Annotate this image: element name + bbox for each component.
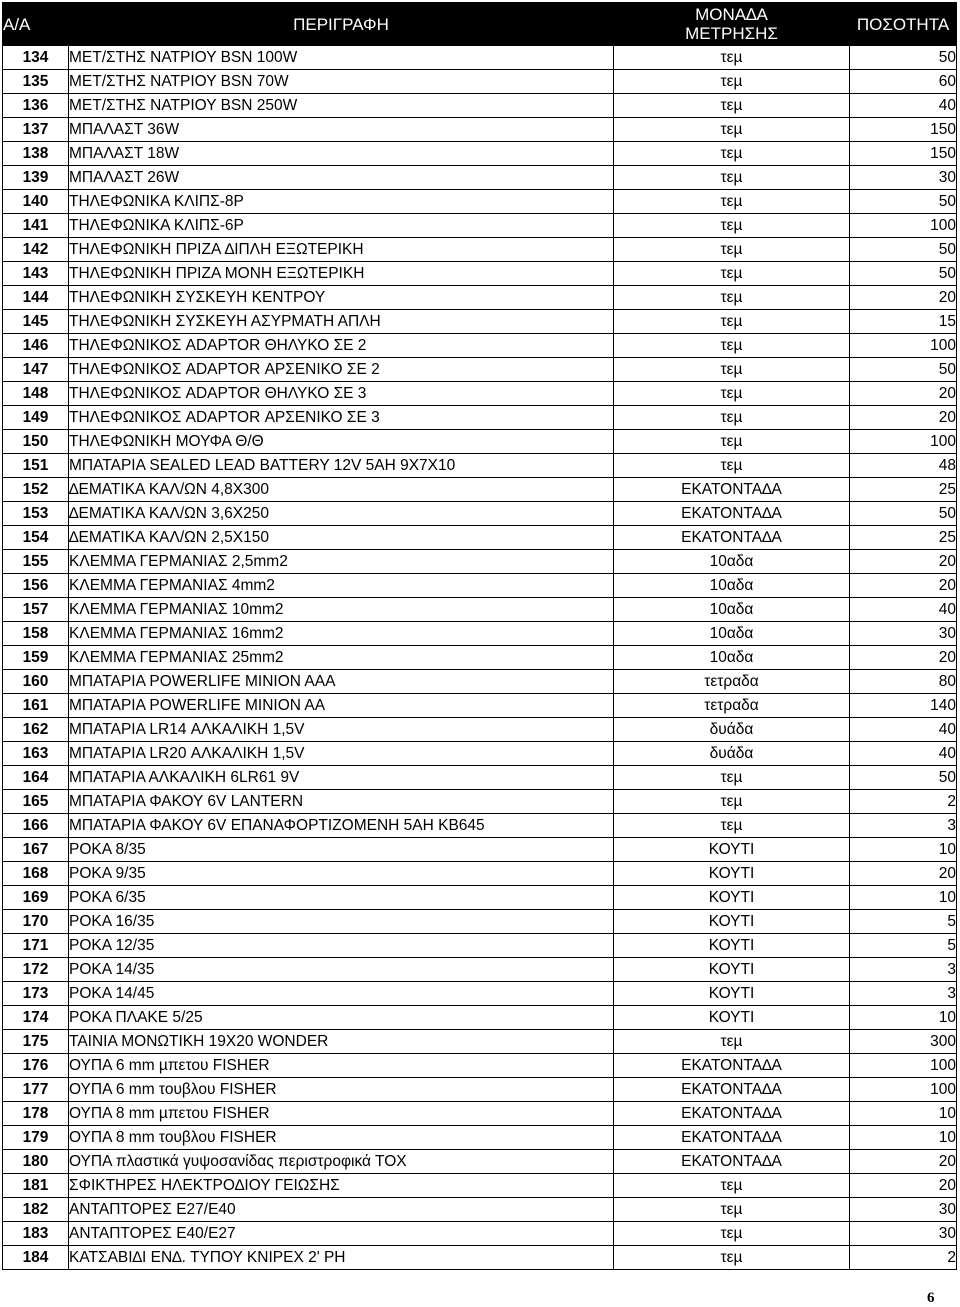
quantity: 50 xyxy=(850,238,957,262)
row-number: 163 xyxy=(3,742,69,766)
unit-of-measure: τεµ xyxy=(614,310,850,334)
table-row xyxy=(3,454,957,478)
unit-of-measure: ΚΟΥΤΙ xyxy=(614,886,850,910)
unit-of-measure: 10αδα xyxy=(614,646,850,670)
item-description: ΡΟΚΑ 8/35 xyxy=(69,838,614,862)
table-row xyxy=(3,982,957,1006)
item-description: ΜΠΑΤΑΡΙΑ LR20 ΑΛΚΑΛΙΚΗ 1,5V xyxy=(69,742,614,766)
unit-of-measure: τεµ xyxy=(614,358,850,382)
item-description: ΤΗΛΕΦΩΝΙΚΑ ΚΛΙΠΣ-6Ρ xyxy=(69,214,614,238)
quantity: 50 xyxy=(850,358,957,382)
row-number: 135 xyxy=(3,70,69,94)
quantity: 20 xyxy=(850,286,957,310)
table-row xyxy=(3,142,957,166)
quantity: 2 xyxy=(850,1246,957,1270)
table-row xyxy=(3,694,957,718)
item-description: ΟΥΠΑ πλαστικά γυψοσανίδας περιστροφικά ΤΟΧ xyxy=(69,1150,614,1174)
quantity: 50 xyxy=(850,766,957,790)
item-description: ΤΗΛΕΦΩΝΙΚΟΣ ADAPTOR ΘΗΛΥΚΟ ΣΕ 3 xyxy=(69,382,614,406)
item-description: ∆ΕΜΑΤΙΚΑ ΚΑΛ/ΩΝ 2,5Χ150 xyxy=(69,526,614,550)
row-number: 148 xyxy=(3,382,69,406)
page-number: 6 xyxy=(927,1290,935,1306)
row-number: 162 xyxy=(3,718,69,742)
quantity: 10 xyxy=(850,1006,957,1030)
quantity: 20 xyxy=(850,406,957,430)
unit-of-measure: ΕΚΑΤΟΝΤΑ∆Α xyxy=(614,502,850,526)
unit-of-measure: ΚΟΥΤΙ xyxy=(614,982,850,1006)
quantity: 25 xyxy=(850,526,957,550)
quantity: 50 xyxy=(850,262,957,286)
row-number: 152 xyxy=(3,478,69,502)
quantity: 80 xyxy=(850,670,957,694)
quantity: 10 xyxy=(850,838,957,862)
unit-of-measure: τεµ xyxy=(614,286,850,310)
item-description: ΟΥΠΑ 6 mm µπετου FISHER xyxy=(69,1054,614,1078)
table-row xyxy=(3,166,957,190)
item-description: ΡΟΚΑ 12/35 xyxy=(69,934,614,958)
unit-of-measure: τεµ xyxy=(614,118,850,142)
unit-of-measure: τεµ xyxy=(614,190,850,214)
table-row xyxy=(3,934,957,958)
unit-of-measure: τεµ xyxy=(614,1198,850,1222)
unit-of-measure: τεµ xyxy=(614,334,850,358)
quantity: 20 xyxy=(850,646,957,670)
quantity: 300 xyxy=(850,1030,957,1054)
table-row xyxy=(3,1198,957,1222)
quantity: 48 xyxy=(850,454,957,478)
header-unit-line1: ΜΟΝΑ∆Α xyxy=(695,5,768,24)
item-description: ΜΠΑΤΑΡΙΑ ΑΛΚΑΛΙΚΗ 6LR61 9V xyxy=(69,766,614,790)
quantity: 40 xyxy=(850,718,957,742)
item-description: ΜΠΑΤΑΡΙΑ ΦΑΚΟΥ 6V LANTERN xyxy=(69,790,614,814)
item-description: ΚΛΕΜΜΑ ΓΕΡΜΑΝΙΑΣ 16mm2 xyxy=(69,622,614,646)
unit-of-measure: τεµ xyxy=(614,142,850,166)
row-number: 155 xyxy=(3,550,69,574)
quantity: 2 xyxy=(850,790,957,814)
row-number: 174 xyxy=(3,1006,69,1030)
item-description: ΟΥΠΑ 8 mm µπετου FISHER xyxy=(69,1102,614,1126)
unit-of-measure: τεµ xyxy=(614,1174,850,1198)
row-number: 169 xyxy=(3,886,69,910)
unit-of-measure: ΕΚΑΤΟΝΤΑ∆Α xyxy=(614,478,850,502)
quantity: 10 xyxy=(850,1126,957,1150)
item-description: ΡΟΚΑ 16/35 xyxy=(69,910,614,934)
item-description: ΜΠΑΛΑΣΤ 36W xyxy=(69,118,614,142)
unit-of-measure: τεµ xyxy=(614,1222,850,1246)
items-table xyxy=(2,2,957,1270)
row-number: 158 xyxy=(3,622,69,646)
table-row xyxy=(3,1222,957,1246)
row-number: 173 xyxy=(3,982,69,1006)
table-row xyxy=(3,502,957,526)
item-description: ΣΦΙΚΤΗΡΕΣ ΗΛΕΚΤΡΟ∆ΙΟΥ ΓΕΙΩΣΗΣ xyxy=(69,1174,614,1198)
item-description: ΡΟΚΑ 14/45 xyxy=(69,982,614,1006)
table-row xyxy=(3,1150,957,1174)
quantity: 20 xyxy=(850,574,957,598)
row-number: 172 xyxy=(3,958,69,982)
table-row xyxy=(3,1126,957,1150)
table-row xyxy=(3,1006,957,1030)
table-row xyxy=(3,262,957,286)
item-description: ΟΥΠΑ 8 mm τουβλου FISHER xyxy=(69,1126,614,1150)
row-number: 167 xyxy=(3,838,69,862)
quantity: 40 xyxy=(850,742,957,766)
row-number: 144 xyxy=(3,286,69,310)
item-description: ΡΟΚΑ 9/35 xyxy=(69,862,614,886)
row-number: 175 xyxy=(3,1030,69,1054)
item-description: ΜΕΤ/ΣΤΗΣ ΝΑΤΡΙΟΥ BSN 70W xyxy=(69,70,614,94)
row-number: 170 xyxy=(3,910,69,934)
item-description: ΜΠΑΤΑΡΙΑ POWERLIFE MINION AA xyxy=(69,694,614,718)
row-number: 150 xyxy=(3,430,69,454)
unit-of-measure: 10αδα xyxy=(614,598,850,622)
unit-of-measure: τεµ xyxy=(614,214,850,238)
row-number: 180 xyxy=(3,1150,69,1174)
item-description: ΤΗΛΕΦΩΝΙΚΟΣ ADAPTOR ΑΡΣΕΝΙΚΟ ΣΕ 3 xyxy=(69,406,614,430)
row-number: 142 xyxy=(3,238,69,262)
quantity: 3 xyxy=(850,814,957,838)
quantity: 50 xyxy=(850,502,957,526)
table-row xyxy=(3,526,957,550)
row-number: 182 xyxy=(3,1198,69,1222)
row-number: 141 xyxy=(3,214,69,238)
item-description: ΜΠΑΤΑΡΙΑ POWERLIFE MINION AAA xyxy=(69,670,614,694)
table-header xyxy=(3,3,957,46)
quantity: 100 xyxy=(850,430,957,454)
row-number: 149 xyxy=(3,406,69,430)
quantity: 30 xyxy=(850,1222,957,1246)
item-description: ΡΟΚΑ 14/35 xyxy=(69,958,614,982)
item-description: ΤΗΛΕΦΩΝΙΚΗ ΣΥΣΚΕΥΗ ΑΣΥΡΜΑΤΗ ΑΠΛΗ xyxy=(69,310,614,334)
item-description: ΤΗΛΕΦΩΝΙΚΗ ΣΥΣΚΕΥΗ ΚΕΝΤΡΟΥ xyxy=(69,286,614,310)
unit-of-measure: τετραδα xyxy=(614,670,850,694)
unit-of-measure: ΚΟΥΤΙ xyxy=(614,910,850,934)
table-row xyxy=(3,1030,957,1054)
item-description: ΤΗΛΕΦΩΝΙΚΗ ΠΡΙΖΑ ∆ΙΠΛΗ ΕΞΩΤΕΡΙΚΗ xyxy=(69,238,614,262)
row-number: 168 xyxy=(3,862,69,886)
item-description: ΚΛΕΜΜΑ ΓΕΡΜΑΝΙΑΣ 10mm2 xyxy=(69,598,614,622)
table-row xyxy=(3,430,957,454)
row-number: 151 xyxy=(3,454,69,478)
quantity: 25 xyxy=(850,478,957,502)
header-quantity: ΠΟΣΟΤΗΤΑ xyxy=(850,3,957,46)
row-number: 161 xyxy=(3,694,69,718)
row-number: 145 xyxy=(3,310,69,334)
quantity: 140 xyxy=(850,694,957,718)
row-number: 179 xyxy=(3,1126,69,1150)
table-row xyxy=(3,1246,957,1270)
table-row xyxy=(3,958,957,982)
unit-of-measure: τετραδα xyxy=(614,694,850,718)
quantity: 100 xyxy=(850,1078,957,1102)
unit-of-measure: τεµ xyxy=(614,454,850,478)
item-description: ΤΑΙΝΙΑ ΜΟΝΩΤΙΚΗ 19Χ20 WONDER xyxy=(69,1030,614,1054)
unit-of-measure: 10αδα xyxy=(614,622,850,646)
quantity: 20 xyxy=(850,382,957,406)
item-description: ΚΛΕΜΜΑ ΓΕΡΜΑΝΙΑΣ 4mm2 xyxy=(69,574,614,598)
quantity: 50 xyxy=(850,46,957,70)
table-row xyxy=(3,214,957,238)
row-number: 147 xyxy=(3,358,69,382)
row-number: 176 xyxy=(3,1054,69,1078)
item-description: ΤΗΛΕΦΩΝΙΚΟΣ ADAPTOR ΘΗΛΥΚΟ ΣΕ 2 xyxy=(69,334,614,358)
row-number: 160 xyxy=(3,670,69,694)
item-description: ΤΗΛΕΦΩΝΙΚΗ ΠΡΙΖΑ ΜΟΝΗ ΕΞΩΤΕΡΙΚΗ xyxy=(69,262,614,286)
row-number: 171 xyxy=(3,934,69,958)
quantity: 30 xyxy=(850,622,957,646)
quantity: 50 xyxy=(850,190,957,214)
item-description: ΤΗΛΕΦΩΝΙΚΑ ΚΛΙΠΣ-8Ρ xyxy=(69,190,614,214)
table-row xyxy=(3,70,957,94)
table-row xyxy=(3,718,957,742)
row-number: 134 xyxy=(3,46,69,70)
table-row xyxy=(3,838,957,862)
row-number: 138 xyxy=(3,142,69,166)
quantity: 3 xyxy=(850,982,957,1006)
table-row xyxy=(3,358,957,382)
item-description: ΚΛΕΜΜΑ ΓΕΡΜΑΝΙΑΣ 2,5mm2 xyxy=(69,550,614,574)
row-number: 184 xyxy=(3,1246,69,1270)
quantity: 150 xyxy=(850,118,957,142)
quantity: 20 xyxy=(850,1150,957,1174)
table-row xyxy=(3,598,957,622)
row-number: 183 xyxy=(3,1222,69,1246)
item-description: ΟΥΠΑ 6 mm τουβλου FISHER xyxy=(69,1078,614,1102)
row-number: 139 xyxy=(3,166,69,190)
table-row xyxy=(3,670,957,694)
table-row xyxy=(3,814,957,838)
table-row xyxy=(3,382,957,406)
unit-of-measure: τεµ xyxy=(614,814,850,838)
item-description: ΜΠΑΤΑΡΙΑ SEALED LEAD BATTERY 12V 5AH 9X7X10 xyxy=(69,454,614,478)
unit-of-measure: ΚΟΥΤΙ xyxy=(614,958,850,982)
quantity: 10 xyxy=(850,886,957,910)
unit-of-measure: τεµ xyxy=(614,166,850,190)
quantity: 30 xyxy=(850,1198,957,1222)
table-row xyxy=(3,646,957,670)
item-description: ΡΟΚΑ ΠΛΑΚΕ 5/25 xyxy=(69,1006,614,1030)
quantity: 15 xyxy=(850,310,957,334)
table-row xyxy=(3,46,957,70)
quantity: 30 xyxy=(850,166,957,190)
unit-of-measure: τεµ xyxy=(614,94,850,118)
row-number: 137 xyxy=(3,118,69,142)
unit-of-measure: τεµ xyxy=(614,262,850,286)
unit-of-measure: τεµ xyxy=(614,790,850,814)
table-row xyxy=(3,910,957,934)
row-number: 156 xyxy=(3,574,69,598)
unit-of-measure: τεµ xyxy=(614,1030,850,1054)
item-description: ∆ΕΜΑΤΙΚΑ ΚΑΛ/ΩΝ 4,8Χ300 xyxy=(69,478,614,502)
item-description: ΑΝΤΑΠΤΟΡΕΣ Ε27/Ε40 xyxy=(69,1198,614,1222)
header-unit-line2: ΜΕΤΡΗΣΗΣ xyxy=(685,24,778,43)
row-number: 177 xyxy=(3,1078,69,1102)
table-row xyxy=(3,478,957,502)
item-description: ΜΕΤ/ΣΤΗΣ ΝΑΤΡΙΟΥ BSN 100W xyxy=(69,46,614,70)
table-row xyxy=(3,334,957,358)
table-row xyxy=(3,310,957,334)
quantity: 60 xyxy=(850,70,957,94)
table-row xyxy=(3,190,957,214)
unit-of-measure: ΚΟΥΤΙ xyxy=(614,838,850,862)
table-row xyxy=(3,862,957,886)
header-description: ΠΕΡΙΓΡΑΦΗ xyxy=(69,3,614,46)
table-row xyxy=(3,790,957,814)
unit-of-measure: 10αδα xyxy=(614,550,850,574)
table-row xyxy=(3,94,957,118)
table-row xyxy=(3,886,957,910)
item-description: ΤΗΛΕΦΩΝΙΚΗ ΜΟΥΦΑ Θ/Θ xyxy=(69,430,614,454)
item-description: ΤΗΛΕΦΩΝΙΚΟΣ ADAPTOR ΑΡΣΕΝΙΚΟ ΣΕ 2 xyxy=(69,358,614,382)
unit-of-measure: δυάδα xyxy=(614,742,850,766)
table-row xyxy=(3,118,957,142)
item-description: ΜΠΑΤΑΡΙΑ ΦΑΚΟΥ 6V ΕΠΑΝΑΦΟΡΤΙΖΟΜΕΝΗ 5AH KB645 xyxy=(69,814,614,838)
table-row xyxy=(3,1102,957,1126)
item-description: ΑΝΤΑΠΤΟΡΕΣ Ε40/Ε27 xyxy=(69,1222,614,1246)
quantity: 100 xyxy=(850,334,957,358)
table-row xyxy=(3,1078,957,1102)
quantity: 3 xyxy=(850,958,957,982)
quantity: 20 xyxy=(850,862,957,886)
table-row xyxy=(3,1174,957,1198)
row-number: 153 xyxy=(3,502,69,526)
unit-of-measure: δυάδα xyxy=(614,718,850,742)
header-unit xyxy=(614,3,850,46)
table-row xyxy=(3,238,957,262)
unit-of-measure: 10αδα xyxy=(614,574,850,598)
row-number: 165 xyxy=(3,790,69,814)
table-row xyxy=(3,766,957,790)
unit-of-measure: ΕΚΑΤΟΝΤΑ∆Α xyxy=(614,1054,850,1078)
table-row xyxy=(3,1054,957,1078)
row-number: 159 xyxy=(3,646,69,670)
unit-of-measure: τεµ xyxy=(614,238,850,262)
table-row xyxy=(3,622,957,646)
row-number: 154 xyxy=(3,526,69,550)
quantity: 150 xyxy=(850,142,957,166)
row-number: 136 xyxy=(3,94,69,118)
row-number: 178 xyxy=(3,1102,69,1126)
table-row xyxy=(3,286,957,310)
table-row xyxy=(3,742,957,766)
row-number: 140 xyxy=(3,190,69,214)
item-description: ΚΛΕΜΜΑ ΓΕΡΜΑΝΙΑΣ 25mm2 xyxy=(69,646,614,670)
row-number: 166 xyxy=(3,814,69,838)
unit-of-measure: ΕΚΑΤΟΝΤΑ∆Α xyxy=(614,1102,850,1126)
quantity: 5 xyxy=(850,910,957,934)
unit-of-measure: ΚΟΥΤΙ xyxy=(614,934,850,958)
quantity: 100 xyxy=(850,214,957,238)
unit-of-measure: τεµ xyxy=(614,430,850,454)
table-row xyxy=(3,550,957,574)
quantity: 100 xyxy=(850,1054,957,1078)
unit-of-measure: τεµ xyxy=(614,70,850,94)
quantity: 5 xyxy=(850,934,957,958)
quantity: 10 xyxy=(850,1102,957,1126)
quantity: 40 xyxy=(850,94,957,118)
unit-of-measure: τεµ xyxy=(614,382,850,406)
row-number: 164 xyxy=(3,766,69,790)
item-description: ΜΠΑΤΑΡΙΑ LR14 ΑΛΚΑΛΙΚΗ 1,5V xyxy=(69,718,614,742)
row-number: 143 xyxy=(3,262,69,286)
quantity: 20 xyxy=(850,550,957,574)
item-description: ΚΑΤΣΑΒΙ∆Ι ΕΝ∆. ΤΥΠΟΥ ΚΝΙΡΕΧ 2' PH xyxy=(69,1246,614,1270)
header-aa: Α/Α xyxy=(3,3,69,46)
table-row xyxy=(3,574,957,598)
unit-of-measure: τεµ xyxy=(614,766,850,790)
quantity: 40 xyxy=(850,598,957,622)
unit-of-measure: ΚΟΥΤΙ xyxy=(614,862,850,886)
unit-of-measure: τεµ xyxy=(614,1246,850,1270)
item-description: ΜΕΤ/ΣΤΗΣ ΝΑΤΡΙΟΥ BSN 250W xyxy=(69,94,614,118)
row-number: 181 xyxy=(3,1174,69,1198)
item-description: ΜΠΑΛΑΣΤ 26W xyxy=(69,166,614,190)
item-description: ∆ΕΜΑΤΙΚΑ ΚΑΛ/ΩΝ 3,6Χ250 xyxy=(69,502,614,526)
table-body xyxy=(3,46,957,1270)
unit-of-measure: ΕΚΑΤΟΝΤΑ∆Α xyxy=(614,1150,850,1174)
item-description: ΜΠΑΛΑΣΤ 18W xyxy=(69,142,614,166)
row-number: 157 xyxy=(3,598,69,622)
table-row xyxy=(3,406,957,430)
unit-of-measure: ΕΚΑΤΟΝΤΑ∆Α xyxy=(614,1078,850,1102)
unit-of-measure: τεµ xyxy=(614,46,850,70)
unit-of-measure: ΚΟΥΤΙ xyxy=(614,1006,850,1030)
row-number: 146 xyxy=(3,334,69,358)
item-description: ΡΟΚΑ 6/35 xyxy=(69,886,614,910)
unit-of-measure: τεµ xyxy=(614,406,850,430)
unit-of-measure: ΕΚΑΤΟΝΤΑ∆Α xyxy=(614,526,850,550)
quantity: 20 xyxy=(850,1174,957,1198)
unit-of-measure: ΕΚΑΤΟΝΤΑ∆Α xyxy=(614,1126,850,1150)
